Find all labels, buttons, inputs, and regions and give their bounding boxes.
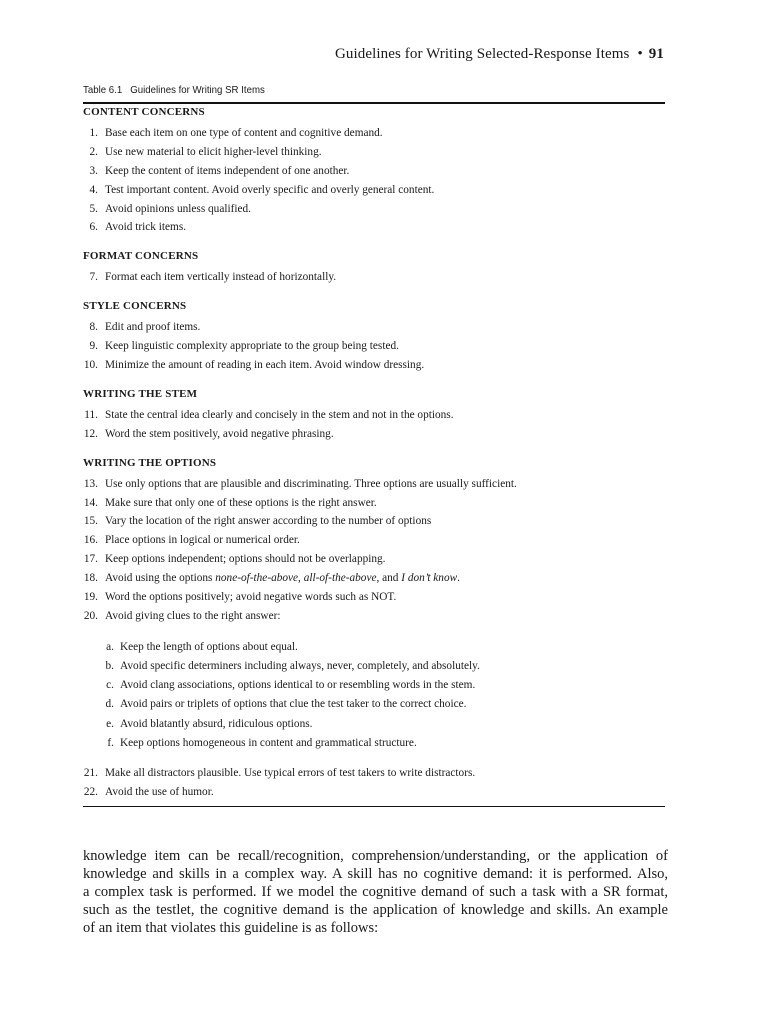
running-header [335,46,664,63]
section-title: CONTENT CONCERNS [83,106,205,118]
list-item: 3. Keep the content of items independent of one another. [89,164,350,177]
list-item: 10. Minimize the amount of reading in each item. Avoid window dressing. [83,359,425,372]
section-title: STYLE CONCERNS [83,300,187,313]
list-item: 7. Format each item vertically instead of horizontally. [89,271,337,284]
sublist-item: c. Avoid clang associations, options identical to or resembling words in the stem. [106,679,476,692]
body-paragraph [83,847,668,937]
paragraph-line: of an item that violates this guideline is as follows: [83,920,379,936]
section-content-concerns [83,105,665,237]
guidelines-table [83,105,665,802]
list-item: 8. Edit and proof items. [89,321,201,334]
list-item: 16. Place options in logical or numerical order. [83,534,300,547]
section-title: WRITING THE STEM [83,387,198,400]
paragraph-line: knowledge item can be recall/recognition, comprehension/understanding, or the application of [83,848,668,864]
running-title: Guidelines for Writing Selected-Response Items [334,46,630,62]
paragraph-line: such as the testlet, the cognitive demand is the application of knowledge and skills. An example [83,902,668,918]
list-item: 20. Avoid giving clues to the right answer: [83,609,281,622]
list-item: 11. State the central idea clearly and concisely in the stem and not in the options. [84,408,454,421]
list-item: 5. Avoid opinions unless qualified. [89,202,252,215]
list-item: 22. Avoid the use of humor. [83,785,214,798]
list-item: 1. Base each item on one type of content and cognitive demand. [89,127,383,139]
sublist [83,638,665,753]
list-item: 18. Avoid using the options none-of-the-above, all-of-the-above, and I don’t know. [83,572,460,585]
list-item: 4. Test important content. Avoid overly specific and overly general content. [89,183,435,196]
section-title: FORMAT CONCERNS [83,250,199,263]
list-item: 15. Vary the location of the right answer according to the number of options [83,515,432,528]
page-number: 91 [648,46,664,62]
list-item: 6. Avoid trick items. [89,221,187,234]
list-item: 13. Use only options that are plausible and discriminating. Three options are usually sufficient. [83,477,517,490]
paragraph-line: a complex task is performed. If we model the cognitive demand of such a task with a SR format, [83,884,668,900]
list-item: 19. Word the options positively; avoid negative words such as NOT. [83,591,397,604]
table-top-rule [83,102,665,104]
sublist-item: d. Avoid pairs or triplets of options that clue the test taker to the correct choice. [105,698,467,711]
sublist-item: b. Avoid specific determiners including always, never, completely, and absolutely. [105,660,480,672]
paragraph-line: knowledge and skills in a complex way. A skill has no cognitive demand: it is performed. Also, [83,866,668,882]
header-separator: • [637,46,643,62]
section-style-concerns [83,299,665,375]
sublist-item: e. Avoid blatantly absurd, ridiculous options. [106,717,313,730]
sublist-item: a. Keep the length of options about equal. [106,640,298,653]
list-item: 21. Make all distractors plausible. Use typical errors of test takers to write distractors. [83,766,476,779]
section-writing-the-stem [83,387,665,444]
section-format-concerns [83,249,665,287]
list-item: 12. Word the stem positively, avoid negative phrasing. [83,427,334,440]
sublist-item: f. Keep options homogeneous in content and grammatical structure. [107,736,417,749]
section-title: WRITING THE OPTIONS [83,456,217,469]
list-item: 2. Use new material to elicit higher-level thinking. [89,145,322,158]
list-item: 17. Keep options independent; options should not be overlapping. [83,553,386,566]
list-item: 9. Keep linguistic complexity appropriate to the group being tested. [89,340,399,353]
section-writing-the-options [83,456,665,802]
table-bottom-rule [83,806,665,807]
list-item: 14. Make sure that only one of these options is the right answer. [83,496,377,509]
table-caption: Table 6.1 Guidelines for Writing SR Items [83,84,265,96]
